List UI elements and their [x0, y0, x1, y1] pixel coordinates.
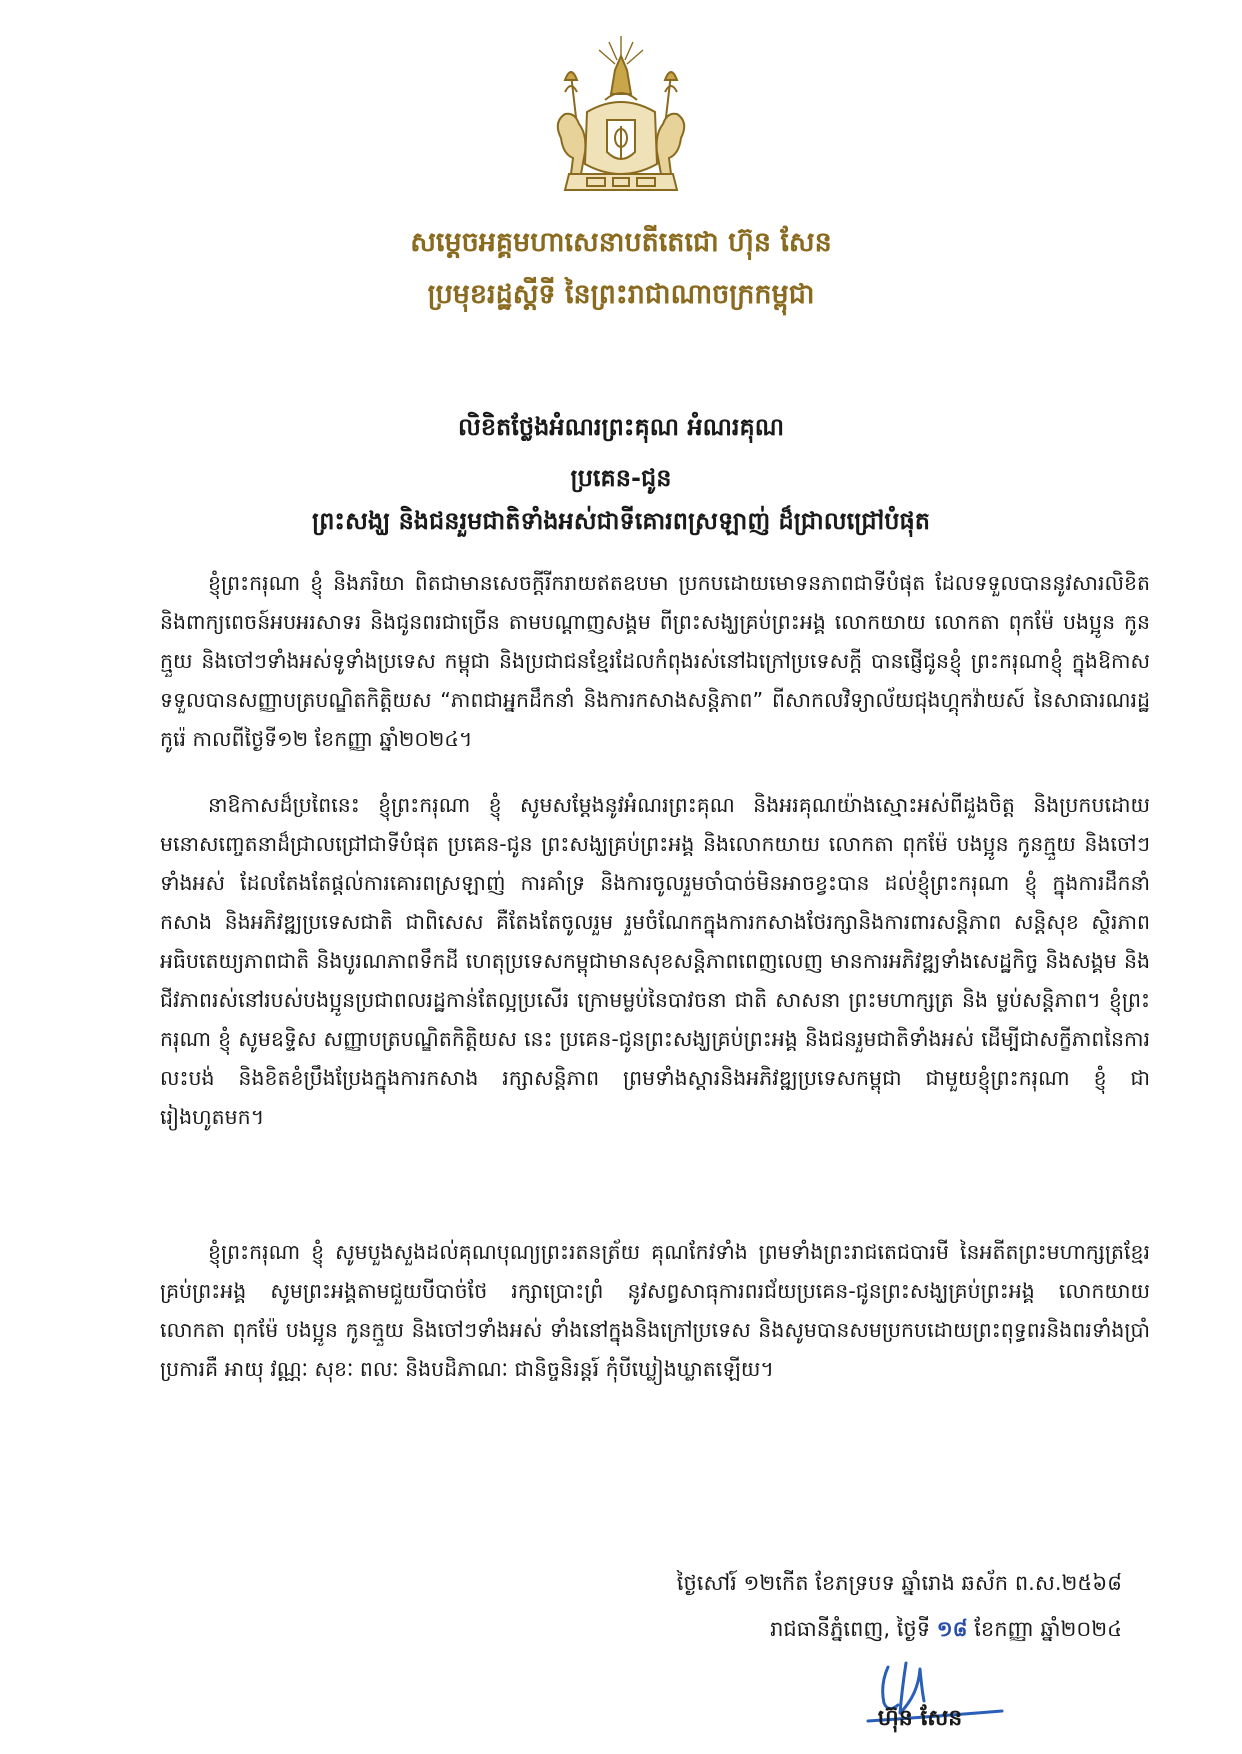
paragraph-1 — [160, 564, 1150, 759]
lunar-date: ថ្ងៃសៅរ៍ ១២កើត ខែភទ្របទ ឆ្នាំរោង ឆស័ក ព.ស.២៥៦៨ — [676, 1571, 1122, 1595]
issuer-title: សម្តេចអគ្គមហាសេនាបតីតេជោ ហ៊ុន សែន — [410, 227, 832, 258]
solar-date-day: ១៨ — [936, 1617, 968, 1641]
solar-date-prefix: រាជធានីភ្នំពេញ, ថ្ងៃទី — [770, 1617, 931, 1641]
paragraph-2 — [160, 786, 1150, 1137]
paragraph-3-text: ខ្ញុំព្រះករុណា ខ្ញុំ សូមបួងសួងដល់គុណបុណ្យព្រះរតនត្រ័យ គុណកែវទាំង ព្រមទាំងព្រះរាជតេជបារមី នៃអតីតព្រះមហាក្សត្រខ្មែរគ្រប់ព្រះអង្គ សូមព្រះអង្គតាមជួយបីបាច់ថែ រក្សាប្រោះព្រំ នូវសព្វសាធុការពរជ័យប្រគេន-ជូនព្រះសង្ឃគ្រប់ព្រះអង្គ លោកយាយ លោកតា ពុកម៉ែ បងប្អូន កូនក្មួយ និងចៅៗទាំងអស់ ទាំងនៅក្នុងនិងក្រៅប្រទេស និងសូមបានសមប្រកបដោយព្រះពុទ្ធពរនិងពរទាំងប្រាំ ប្រការគឺ អាយុ វណ្ណៈ សុខៈ ពលៈ និងបដិភាណៈ ជានិច្ចនិរន្តរ៍ កុំបីឃ្លៀងឃ្លាតឡើយ។ — [160, 1240, 1150, 1381]
solar-date-suffix: ខែកញ្ញា ឆ្នាំ២០២៤ — [974, 1617, 1122, 1641]
paragraph-3 — [160, 1233, 1150, 1389]
solar-date — [770, 1616, 1122, 1647]
letter-subtitle: ប្រគេន-ជូន — [570, 464, 672, 492]
letter-recipients: ព្រះសង្ឃ និងជនរួមជាតិទាំងអស់ជាទីគោរពស្រឡាញ់ ដ៏ជ្រាលជ្រៅបំផុត — [312, 507, 930, 535]
royal-coat-of-arms-icon — [531, 34, 711, 214]
signer-name: ហ៊ុន សែន — [877, 1706, 963, 1731]
letter-title: លិខិតថ្លែងអំណរព្រះគុណ អំណរគុណ — [457, 413, 785, 441]
paragraph-1-text: ខ្ញុំព្រះករុណា ខ្ញុំ និងភរិយា ពិតជាមានសេចក្តីរីករាយឥតឧបមា ប្រកបដោយមោទនភាពជាទីបំផុត ដែលទទួលបាននូវសារលិខិត និងពាក្យពេចន៍អបអរសាទរ និងជូនពរជាច្រើន តាមបណ្តាញសង្គម ពីព្រះសង្ឃគ្រប់ព្រះអង្គ លោកយាយ លោកតា ពុកម៉ែ បងប្អូន កូនក្មួយ និងចៅៗទាំងអស់ទូទាំងប្រទេស កម្ពុជា និងប្រជាជនខ្មែរដែលកំពុងរស់នៅឯក្រៅប្រទេសក្តី បានផ្ញើជូនខ្ញុំ ព្រះករុណាខ្ញុំ ក្នុងឱកាសទទួលបានសញ្ញាបត្របណ្ឌិតកិត្តិយស “ភាពជាអ្នកដឹកនាំ និងការកសាងសន្តិភាព” ពីសាកលវិទ្យាល័យជុងហ្គុកវ៉ាយស៍ នៃសាធារណរដ្ឋកូរ៉េ កាលពីថ្ងៃទី១២ ខែកញ្ញា ឆ្នាំ២០២៤។ — [160, 571, 1150, 751]
paragraph-2-text: នាឱកាសដ៏ប្រពៃនេះ ខ្ញុំព្រះករុណា ខ្ញុំ សូមសម្តែងនូវអំណរព្រះគុណ និងអរគុណយ៉ាងស្មោះអស់ពីដួងចិត្ត និងប្រកបដោយមនោសញ្ចេតនាដ៏ជ្រាលជ្រៅជាទីបំផុត ប្រគេន-ជូន ព្រះសង្ឃគ្រប់ព្រះអង្គ និងលោកយាយ លោកតា ពុកម៉ែ បងប្អូន កូនក្មួយ និងចៅៗទាំងអស់ ដែលតែងតែផ្តល់ការគោរពស្រឡាញ់ ការគាំទ្រ និងការចូលរួមចាំបាច់មិនអាចខ្វះបាន ដល់ខ្ញុំព្រះករុណា ខ្ញុំ ក្នុងការដឹកនាំ កសាង និងអភិវឌ្ឍប្រទេសជាតិ ជាពិសេស គឺតែងតែចូលរួម រួមចំណែកក្នុងការកសាងថែរក្សានិងការពារសន្តិភាព សន្តិសុខ ស្ថិរភាព អធិបតេយ្យភាពជាតិ និងបូរណភាពទឹកដី ហេតុប្រទេសកម្ពុជាមានសុខសន្តិភាពពេញលេញ មានការអភិវឌ្ឍទាំងសេដ្ឋកិច្ច និងសង្គម និងជីវភាពរស់នៅរបស់បងប្អូនប្រជាពលរដ្ឋកាន់តែល្អប្រសើរ ក្រោមម្លប់នៃបាវចនា ជាតិ សាសនា ព្រះមហាក្សត្រ និង ម្លប់សន្តិភាព។ ខ្ញុំព្រះករុណា ខ្ញុំ សូមឧទ្ទិស សញ្ញាបត្របណ្ឌិតកិត្តិយស នេះ ប្រគេន-ជូនព្រះសង្ឃគ្រប់ព្រះអង្គ និងជនរួមជាតិទាំងអស់ ដើម្បីជាសក្ខីភាពនៃការលះបង់ និងខិតខំប្រឹងប្រែងក្នុងការកសាង រក្សាសន្តិភាព ព្រមទាំងស្តារនិងអភិវឌ្ឍប្រទេសកម្ពុជា ជាមួយខ្ញុំព្រះករុណា ខ្ញុំ ជារៀងហូតមក។ — [160, 793, 1150, 1129]
issuer-position: ប្រមុខរដ្ឋស្តីទី នៃព្រះរាជាណាចក្រកម្ពុជា — [427, 279, 815, 310]
